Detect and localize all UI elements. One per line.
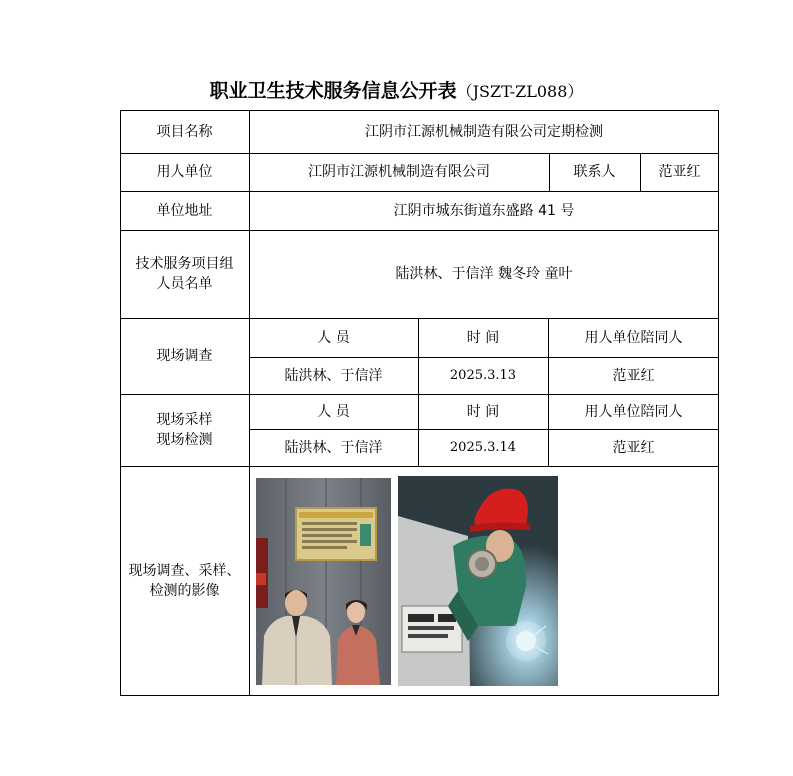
- project-name-value: 江阴市江源机械制造有限公司定期检测: [365, 123, 603, 140]
- welding-photo-illustration: [398, 476, 558, 686]
- welding-photo: [398, 476, 558, 686]
- sampling-col-time: 时 间: [466, 403, 500, 420]
- form-code: （JSZT-ZL088）: [456, 82, 584, 101]
- sampling-label-line1: 现场采样: [156, 412, 213, 428]
- address-value: 江阴市城东街道东盛路 41 号: [393, 202, 575, 219]
- survey-col-time: 时 间: [466, 329, 500, 346]
- survey-col-accompany: 用人单位陪同人: [584, 329, 683, 346]
- survey-photo: [256, 478, 391, 685]
- sampling-label-line2: 现场检测: [156, 432, 213, 448]
- images-label-line2: 检测的影像: [149, 583, 220, 599]
- team-value: 陆洪林、于信洋 魏冬玲 童叶: [395, 266, 573, 282]
- survey-accompany: 范亚红: [612, 367, 655, 384]
- title-text: 职业卫生技术服务信息公开表: [209, 80, 457, 102]
- images-label-line1: 现场调查、采样、: [128, 563, 241, 579]
- sampling-label: [120, 394, 249, 466]
- employer-value: 江阴市江源机械制造有限公司: [308, 164, 490, 180]
- sampling-date: 2025.3.14: [449, 439, 517, 455]
- survey-staff: 陆洪林、于信洋: [284, 367, 383, 384]
- sampling-col-accompany: 用人单位陪同人: [584, 403, 683, 420]
- survey-label: 现场调查: [156, 348, 213, 364]
- contact-value: 范亚红: [658, 164, 701, 180]
- survey-photo-illustration: [256, 478, 391, 685]
- images-label: [120, 466, 249, 696]
- team-label-line2: 人员名单: [156, 276, 213, 292]
- sampling-staff: 陆洪林、于信洋: [284, 439, 383, 456]
- survey-col-staff: 人 员: [317, 329, 350, 346]
- team-label-line1: 技术服务项目组: [135, 256, 234, 272]
- sampling-col-staff: 人 员: [317, 403, 350, 420]
- address-label: 单位地址: [156, 202, 213, 219]
- survey-date: 2025.3.13: [449, 367, 517, 383]
- project-name-label: 项目名称: [156, 123, 213, 140]
- sampling-accompany: 范亚红: [612, 439, 655, 456]
- contact-label: 联系人: [573, 164, 616, 180]
- employer-label: 用人单位: [156, 164, 213, 180]
- team-label: [120, 230, 249, 318]
